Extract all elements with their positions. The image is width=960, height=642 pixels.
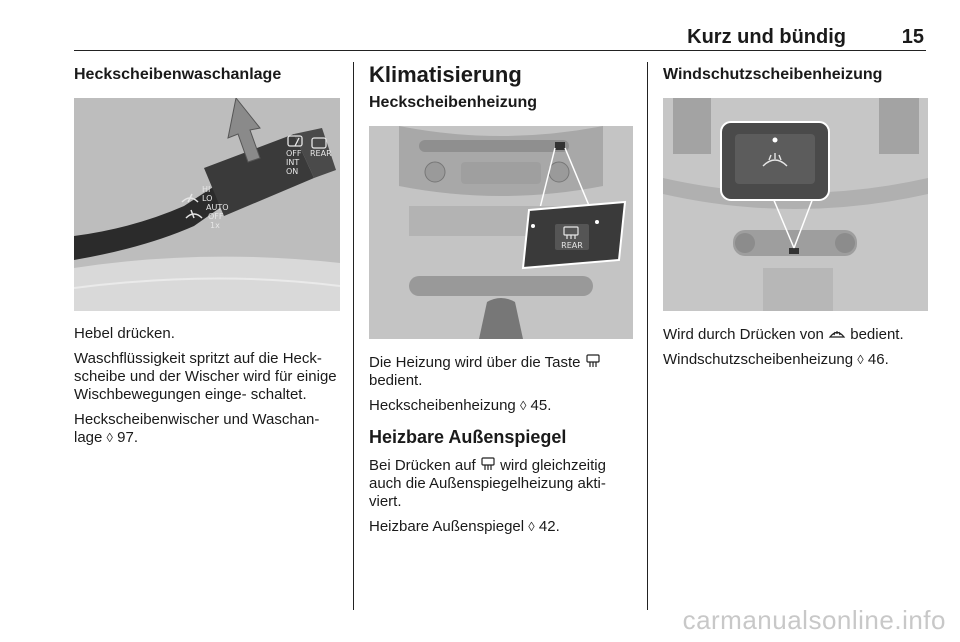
heading-windscreen-heater: Windschutzscheibenheizung (663, 66, 883, 83)
text-fragment: Wird durch Drücken von (663, 326, 824, 343)
text-fragment: Bei Drücken auf (369, 457, 476, 474)
rear-heater-figure (369, 126, 633, 339)
page-ref-icon: ◊ (857, 352, 864, 367)
stalk-label-1x: 1x (210, 221, 220, 230)
heading-climate: Klimatisierung (369, 62, 522, 87)
stalk-label-on: ON (286, 167, 299, 176)
section-title: Kurz und bündig (687, 26, 846, 48)
text-fragment: wird gleichzeitig auch die Außenspiegelheizung akti- viert. (369, 457, 606, 510)
windscreen-button-callout (721, 122, 829, 200)
page-header (74, 26, 926, 51)
rear-button-callout (523, 202, 625, 268)
stalk-label-hi: HI (202, 185, 211, 194)
rear-button-label: REAR (561, 241, 583, 250)
windscreen-defrost-icon (828, 325, 846, 341)
stalk-label-off: OFF (286, 149, 302, 158)
rear-defrost-icon (585, 353, 601, 369)
text-fragment: bedient. (850, 326, 904, 343)
heading-rear-washer: Heckscheibenwaschanlage (74, 66, 282, 83)
paragraph-windscreen-button (663, 325, 928, 344)
stalk-label-rear: REAR (310, 149, 332, 158)
paragraph-washer-fluid: Waschflüssigkeit spritzt auf die Heck- scheibe und der Wischer wird für einige Wischbewegungen einge- schaltet. (74, 350, 337, 403)
heading-rear-heater: Heckscheibenheizung (369, 94, 538, 111)
column-divider (647, 62, 648, 610)
paragraph-mirror-ref (369, 518, 633, 536)
stalk-label-lo: LO (202, 194, 213, 203)
watermark: carmanualsonline.info (682, 605, 946, 635)
ref-text: Heckscheibenheizung (369, 397, 516, 414)
paragraph-rear-wiper-ref (74, 411, 340, 447)
paragraph-heater-button (369, 353, 633, 390)
column-climate (369, 62, 633, 543)
page-ref-number[interactable]: 45. (530, 397, 552, 414)
ref-text: Heckscheibenwischer und Waschan- lage (74, 411, 320, 446)
page-ref-number[interactable]: 46. (867, 351, 889, 368)
page-ref-icon: ◊ (519, 398, 527, 413)
text-fragment: Die Heizung wird über die Taste (369, 354, 581, 371)
windscreen-heater-figure (663, 98, 928, 311)
page-ref-icon: ◊ (528, 519, 535, 534)
stalk-label-auto: AUTO (206, 203, 229, 212)
paragraph-windscreen-ref (663, 351, 928, 369)
instruction-press-lever: Hebel drücken. (74, 325, 175, 342)
ref-text: Heizbare Außenspiegel (369, 518, 525, 535)
paragraph-heater-ref (369, 397, 633, 415)
rear-defrost-icon (480, 456, 496, 472)
paragraph-mirror-heating (369, 456, 633, 511)
column-windscreen (663, 62, 928, 376)
wiper-stalk-figure (74, 98, 340, 311)
page-ref-number[interactable]: 97. (117, 429, 138, 446)
heading-heated-mirrors: Heizbare Außenspiegel (369, 427, 567, 447)
page-ref-number[interactable]: 42. (538, 518, 560, 535)
column-rear-washer (74, 62, 340, 454)
stalk-label-int: INT (286, 158, 300, 167)
ref-text: Windschutzscheibenheizung (663, 351, 854, 368)
stalk-label-off2: OFF (208, 212, 224, 221)
page-number: 15 (901, 26, 924, 48)
column-divider (353, 62, 354, 610)
page-ref-icon: ◊ (106, 430, 113, 445)
text-fragment: bedient. (369, 372, 423, 389)
